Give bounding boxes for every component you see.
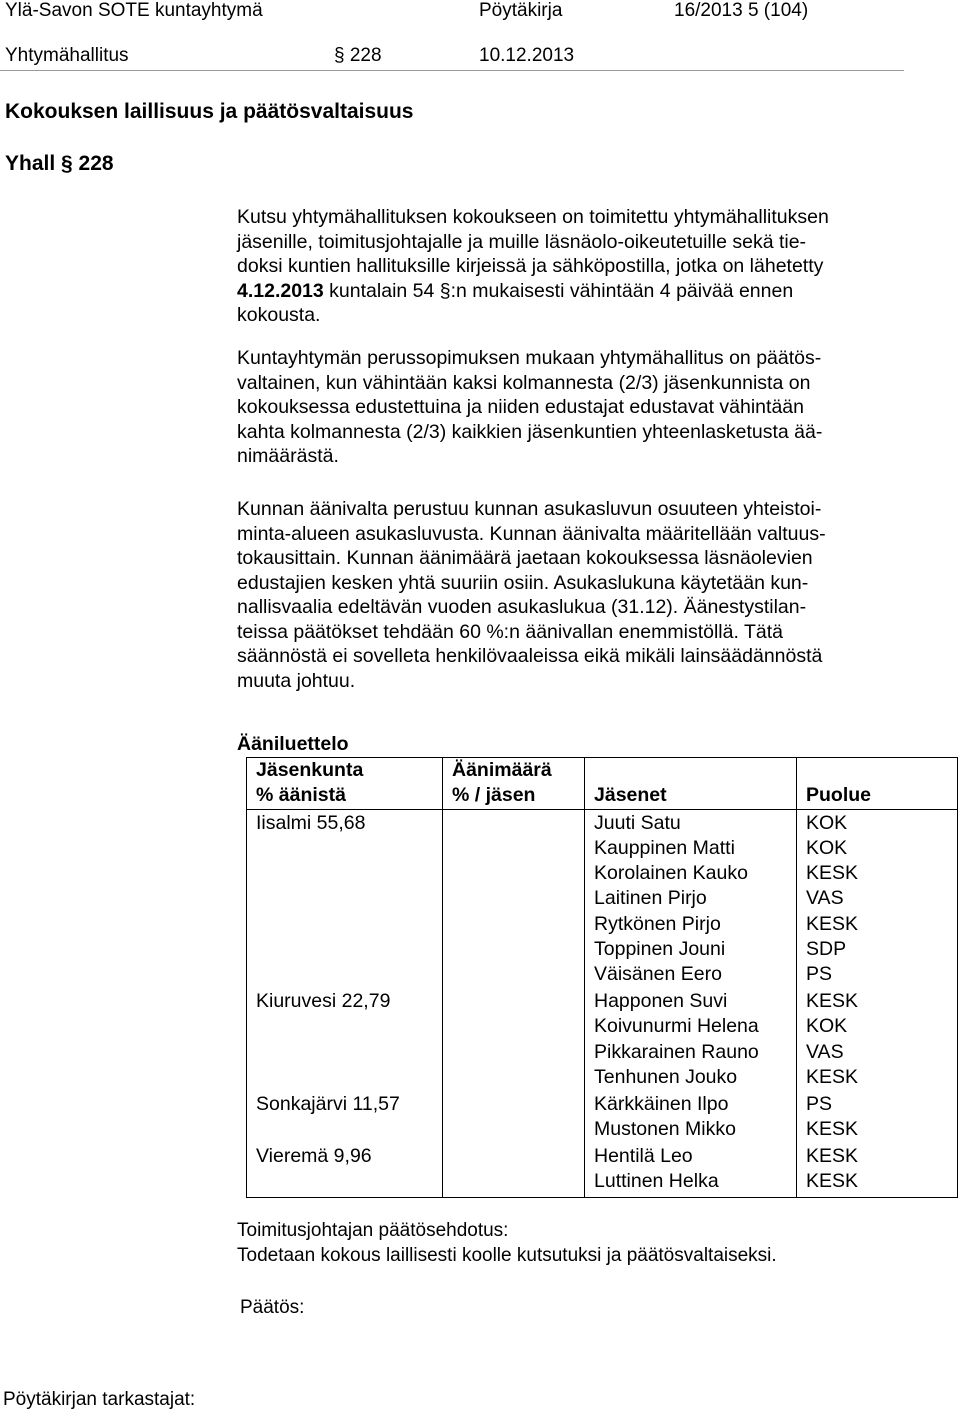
header-line: % / jäsen <box>452 784 536 807</box>
municipality-cell: Sonkajärvi 11,57 <box>247 1091 443 1143</box>
proposal-text: Todetaan kokous laillisesti koolle kutsutuksi ja päätösvaltaiseksi. <box>237 1245 777 1266</box>
party-abbreviation: KOK <box>806 837 848 859</box>
paragraph-invitation <box>237 205 829 328</box>
votes-per-member-cell <box>443 1143 585 1197</box>
page-title: Kokouksen laillisuus ja päätösvaltaisuus <box>5 100 414 123</box>
party-cell <box>797 1091 958 1143</box>
party-cell <box>797 988 958 1091</box>
party-abbreviation: PS <box>806 962 833 985</box>
meeting-date: 10.12.2013 <box>479 45 575 66</box>
party-abbreviation: KESK <box>806 912 859 935</box>
member-name: Korolainen Kauko <box>594 862 748 885</box>
text-line: nallisvaalia edeltävän vuoden asukaslukua (31.12). Äänestystilan- <box>237 596 807 618</box>
table-header-row <box>247 758 958 810</box>
sent-date: 4.12.2013 <box>237 279 324 302</box>
header-line: Äänimäärä <box>452 759 552 781</box>
municipality-cell: Vieremä 9,96 <box>247 1143 443 1197</box>
minutes-checkers-label: Pöytäkirjan tarkastajat: <box>3 1389 196 1410</box>
table-row <box>247 809 958 988</box>
member-name: Happonen Suvi <box>594 990 728 1013</box>
header-line: % äänistä <box>256 784 346 807</box>
party-abbreviation: KOK <box>806 1015 848 1038</box>
paragraph-quorum <box>237 346 822 469</box>
text-line: kokousta. <box>237 304 321 326</box>
column-header-party <box>797 758 958 810</box>
column-header-members <box>585 758 797 810</box>
text-line: säännöstä ei sovelleta henkilövaaleissa eikä mikäli lainsäädännöstä <box>237 645 823 667</box>
party-abbreviation: KESK <box>806 1065 859 1088</box>
header-divider <box>0 70 904 71</box>
member-name: Juuti Satu <box>594 811 681 834</box>
member-name: Kauppinen Matti <box>594 837 735 859</box>
member-name: Laitinen Pirjo <box>594 887 707 910</box>
header-line: Jäsenkunta <box>256 759 364 781</box>
column-header-municipality <box>247 758 443 810</box>
table-row <box>247 988 958 1091</box>
members-cell <box>585 988 797 1091</box>
text-line: 4.12.2013 kuntalain 54 §:n mukaisesti vähintään 4 päivää ennen <box>237 279 794 302</box>
party-abbreviation: VAS <box>806 887 844 910</box>
party-abbreviation: KESK <box>806 862 859 885</box>
table-row <box>247 1091 958 1143</box>
party-abbreviation: PS <box>806 1092 833 1115</box>
member-name: Hentilä Leo <box>594 1145 693 1168</box>
party-abbreviation: KESK <box>806 1170 859 1193</box>
section-reference: Yhall § 228 <box>5 152 114 175</box>
vote-list-heading: Ääniluettelo <box>237 733 349 755</box>
text-line: nimäärästä. <box>237 445 339 467</box>
text-line: jäsenille, toimitusjohtajalle ja muille läsnäolo-oikeutetuille sekä tie- <box>237 230 807 253</box>
party-abbreviation: KESK <box>806 990 859 1013</box>
member-name: Luttinen Helka <box>594 1170 719 1193</box>
member-name: Väisänen Eero <box>594 962 722 985</box>
text-line: tokausittain. Kunnan äänimäärä jaetaan kokouksessa läsnäolevien <box>237 547 813 569</box>
governing-body: Yhtymähallitus <box>5 45 129 66</box>
vote-list-table <box>246 757 958 1198</box>
party-abbreviation: KESK <box>806 1145 859 1168</box>
text-line: doksi kuntien hallituksille kirjeissä ja sähköpostilla, jotka on lähetetty <box>237 255 824 277</box>
member-name: Koivunurmi Helena <box>594 1015 759 1038</box>
party-abbreviation: KOK <box>806 811 848 834</box>
member-name: Mustonen Mikko <box>594 1118 736 1141</box>
text-line: kokouksessa edustettuina ja niiden edustajat edustavat vähintään <box>237 396 804 418</box>
members-cell <box>585 1091 797 1143</box>
votes-per-member-cell <box>443 1091 585 1143</box>
municipality-cell: Kiuruvesi 22,79 <box>247 988 443 1091</box>
text-line: teissa päätökset tehdään 60 %:n äänivallan enemmistöllä. Tätä <box>237 620 783 643</box>
page-info: 16/2013 5 (104) <box>674 0 809 21</box>
proposal-label: Toimitusjohtajan päätösehdotus: <box>237 1220 509 1241</box>
party-cell <box>797 809 958 988</box>
text-line: Kuntayhtymän perussopimuksen mukaan yhtymähallitus on päätös- <box>237 347 822 369</box>
paragraph-voting-power <box>237 497 826 693</box>
party-abbreviation: SDP <box>806 937 847 960</box>
member-name: Rytkönen Pirjo <box>594 912 721 935</box>
municipality-cell: Iisalmi 55,68 <box>247 809 443 988</box>
column-header-votes <box>443 758 585 810</box>
member-name: Kärkkäinen Ilpo <box>594 1092 729 1115</box>
member-name: Pikkarainen Rauno <box>594 1040 759 1063</box>
table-row <box>247 1143 958 1197</box>
document-type: Pöytäkirja <box>479 0 563 21</box>
members-cell <box>585 809 797 988</box>
member-name: Tenhunen Jouko <box>594 1065 738 1088</box>
text-line: edustajien kesken yhtä suuriin osiin. Asukaslukuna käytetään kun- <box>237 571 809 594</box>
text-line: minta-alueen asukasluvusta. Kunnan äänivalta määritellään valtuus- <box>237 522 826 545</box>
organization-name: Ylä-Savon SOTE kuntayhtymä <box>5 0 263 21</box>
text-line: kahta kolmannesta (2/3) kaikkien jäsenkuntien yhteenlasketusta ää- <box>237 420 823 443</box>
header-line: Puolue <box>806 784 872 807</box>
members-cell <box>585 1143 797 1197</box>
text-line: muuta johtuu. <box>237 669 356 692</box>
votes-per-member-cell <box>443 809 585 988</box>
party-cell <box>797 1143 958 1197</box>
text-line: Kutsu yhtymähallituksen kokoukseen on toimitettu yhtymähallituksen <box>237 206 829 228</box>
text-line: Kunnan äänivalta perustuu kunnan asukasluvun osuuteen yhteistoi- <box>237 498 822 520</box>
party-abbreviation: VAS <box>806 1040 844 1063</box>
decision-label: Päätös: <box>240 1297 305 1318</box>
text-line: valtainen, kun vähintään kaksi kolmannesta (2/3) jäsenkunnista on <box>237 371 811 394</box>
section-number: § 228 <box>334 45 382 66</box>
header-line: Jäsenet <box>594 784 667 807</box>
member-name: Toppinen Jouni <box>594 937 726 960</box>
votes-per-member-cell <box>443 988 585 1091</box>
party-abbreviation: KESK <box>806 1118 859 1141</box>
